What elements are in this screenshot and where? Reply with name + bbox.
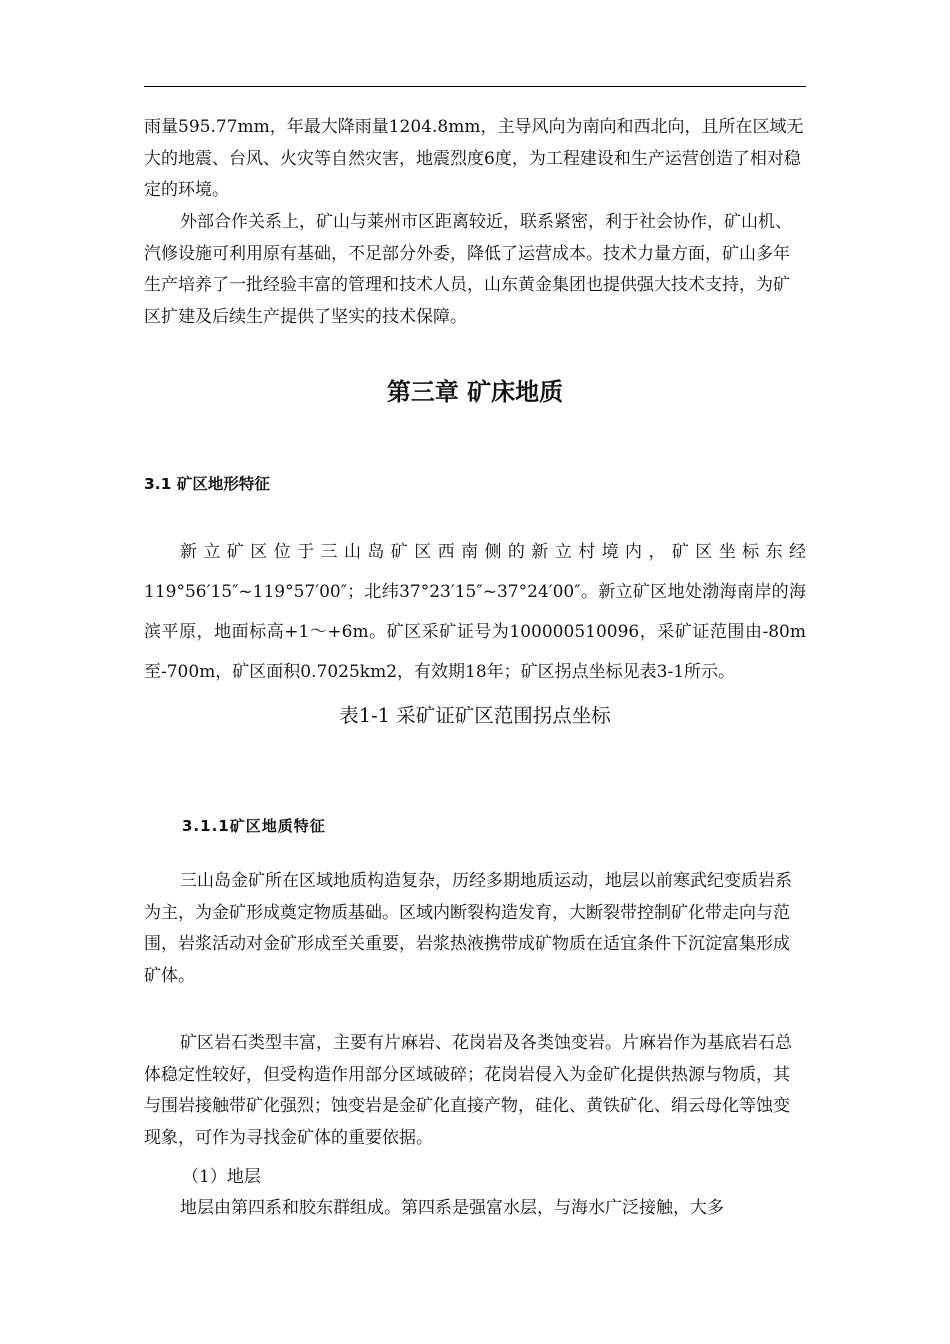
subsection-title: 3.1.1矿区地质特征 [182, 817, 326, 835]
paragraph-rock-types: 矿区岩石类型丰富，主要有片麻岩、花岗岩及各类蚀变岩。片麻岩作为基底岩石总体稳定性较好，但受构造作用部分区域破碎；花岗岩侵入为金矿化提供热源与物质，其与围岩接触带矿化强烈；蚀变岩是金矿化直接产物，硅化、黄铁矿化、绢云母化等蚀变现象，可作为寻找金矿体的重要依据。 [144, 1033, 792, 1148]
paragraph-regional-geology: 三山岛金矿所在区域地质构造复杂，历经多期地质运动，地层以前寒武纪变质岩系为主，为金矿形成奠定物质基础。区域内断裂构造发育，大断裂带控制矿化带走向与范围，岩浆活动对金矿形成至关重要，岩浆热液携带成矿物质在适宜条件下沉淀富集形成矿体。 [144, 871, 792, 986]
header-rule [144, 86, 806, 87]
item-strata-heading: （1）地层 [182, 1167, 261, 1187]
paragraph-climate: 雨量595.77mm，年最大降雨量1204.8mm，主导风向为南向和西北向，且所在区域无大的地震、台风、火灾等自然灾害，地震烈度6度，为工程建设和生产运营创造了相对稳定的环境。 [144, 117, 804, 200]
paragraph-cooperation: 外部合作关系上，矿山与莱州市区距离较近，联系紧密，利于社会协作，矿山机、汽修设施可利用原有基础，不足部分外委，降低了运营成本。技术力量方面，矿山多年生产培养了一批经验丰富的管理和技术人员，山东黄金集团也提供强大技术支持，为矿区扩建及后续生产提供了坚实的技术保障。 [144, 212, 792, 327]
paragraph-location: 新立矿区位于三山岛矿区西南侧的新立村境内，矿区坐标东经119°56′15″~119°57′00″；北纬37°23′15″~37°24′00″。新立矿区地处渤海南岸的海滨平原，地面标高+1～+6m。矿区采矿证号为100000510096，采矿证范围由-80m至-700m，矿区面积0.7025km2，有效期18年；矿区拐点坐标见表3-1所示。 [144, 542, 806, 682]
chapter-title: 第三章 矿床地质 [386, 378, 564, 406]
paragraph-strata: 地层由第四系和胶东群组成。第四系是强富水层，与海水广泛接触，大多 [180, 1198, 724, 1218]
section-title: 3.1 矿区地形特征 [144, 475, 270, 493]
table-caption: 表1-1 采矿证矿区范围拐点坐标 [339, 704, 611, 727]
